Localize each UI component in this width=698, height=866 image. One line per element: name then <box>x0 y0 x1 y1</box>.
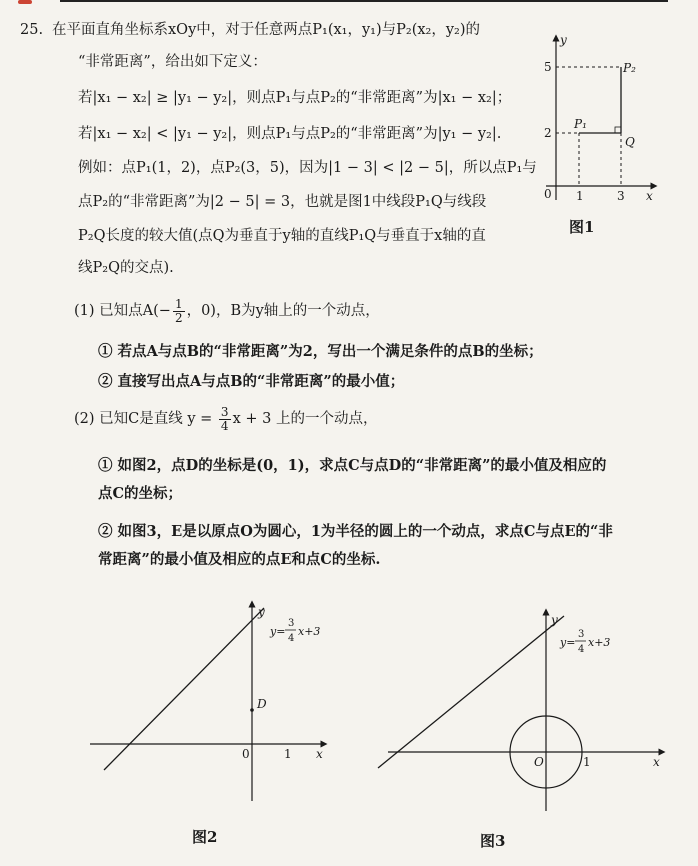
figure-1 <box>536 28 666 208</box>
fig2-eq-suffix: x+3 <box>298 625 321 638</box>
fig1-origin: 0 <box>544 187 552 201</box>
fig3-origin: O <box>534 755 544 769</box>
part-1-question-1: ① 若点A与点B的“非常距离”为2，写出一个满足条件的点B的坐标； <box>98 343 543 360</box>
problem-line-5: 例如：点P₁(1，2)，点P₂(3，5)，因为|1 − 3| < |2 − 5|，所以点P₁与 <box>78 160 537 176</box>
figure-3 <box>370 606 680 816</box>
fig3-y-label: y <box>551 613 558 627</box>
fig3-caption: 图3 <box>480 832 506 850</box>
fig2-y-label: y <box>258 605 265 619</box>
part-2-question-2-line-1: ② 如图3，E是以原点O为圆心，1为半径的圆上的一个动点，求点C与点E的“非 <box>98 523 613 540</box>
fig2-eq-den: 4 <box>288 633 295 644</box>
fig3-line <box>378 616 564 768</box>
part-1-question-2: ② 直接写出点A与点B的“非常距离”的最小值； <box>98 373 405 390</box>
problem-line-1: 在平面直角坐标系xOy中，对于任意两点P₁(x₁，y₁)与P₂(x₂，y₂)的 <box>52 22 481 38</box>
problem-line-6: 点P₂的“非常距离”为|2 − 5| = 3，也就是图1中线段P₁Q与线段 <box>78 194 487 210</box>
fig1-right-angle <box>615 127 621 133</box>
fraction-three-quarters: $\frac{3}{4}$ <box>220 404 229 433</box>
problem-line-2: “非常距离”，给出如下定义： <box>78 54 267 70</box>
corner-mark <box>18 0 32 4</box>
fig3-eq-suffix: x+3 <box>588 636 611 649</box>
problem-number: 25. <box>20 22 44 38</box>
fig1-p1-label: P₁ <box>574 117 587 131</box>
problem-line-4: 若|x₁ − x₂| < |y₁ − y₂|，则点P₁与点P₂的“非常距离”为|y₁ − y₂|. <box>78 126 502 142</box>
part-2-intro: (2) 已知C是直线 y = $\frac{3}{4}$ x + 3 上的一个动点， <box>74 404 378 433</box>
part-2-question-1-line-1: ① 如图2，点D的坐标是(0，1)，求点C与点D的“非常距离”的最小值及相应的 <box>98 457 607 474</box>
problem-line-7: P₂Q长度的较大值(点Q为垂直于y轴的直线P₁Q与垂直于x轴的直 <box>78 228 486 244</box>
fig1-y-label: y <box>560 33 567 47</box>
fig2-eq-prefix: y= <box>270 625 286 638</box>
fig2-origin: 0 <box>242 747 250 761</box>
problem-line-8: 线P₂Q的交点). <box>78 260 174 276</box>
fig1-q-label: Q <box>625 135 635 149</box>
fig1-p2-label: P₂ <box>623 61 636 75</box>
fig1-tick-x3: 3 <box>617 189 625 203</box>
part-2-question-2-line-2: 常距离”的最小值及相应的点E和点C的坐标. <box>98 551 381 568</box>
fig1-tick-y2: 2 <box>544 126 552 140</box>
fig2-x-label: x <box>316 747 323 761</box>
fig3-x-label: x <box>653 755 660 769</box>
problem-line-3: 若|x₁ − x₂| ≥ |y₁ − y₂|，则点P₁与点P₂的“非常距离”为|x₁ − x₂|； <box>78 90 512 106</box>
part-2-question-1-line-2: 点C的坐标； <box>98 485 183 502</box>
fig2-caption: 图2 <box>192 828 218 846</box>
fig1-x-label: x <box>646 189 653 203</box>
fig2-tick-x1: 1 <box>284 747 292 761</box>
fig3-tick-x1: 1 <box>583 755 591 769</box>
fig3-eq-prefix: y= <box>560 636 576 649</box>
part-1-intro: (1) 已知点A(− $\frac{1}{2}$ ，0)，B为y轴上的一个动点， <box>74 296 380 325</box>
fig2-eq-num: 3 <box>288 618 295 629</box>
fig1-tick-x1: 1 <box>576 189 584 203</box>
fig3-eq-num: 3 <box>578 629 585 640</box>
fig1-tick-y5: 5 <box>544 60 552 74</box>
top-border <box>60 0 668 2</box>
fig2-d-label: D <box>257 697 267 711</box>
fig1-caption: 图1 <box>569 218 595 236</box>
fig2-line <box>104 608 264 770</box>
fig3-eq-den: 4 <box>578 644 585 655</box>
figure-2 <box>80 596 350 806</box>
fig2-point-d <box>250 708 254 712</box>
fraction-one-half: $\frac{1}{2}$ <box>174 296 183 325</box>
